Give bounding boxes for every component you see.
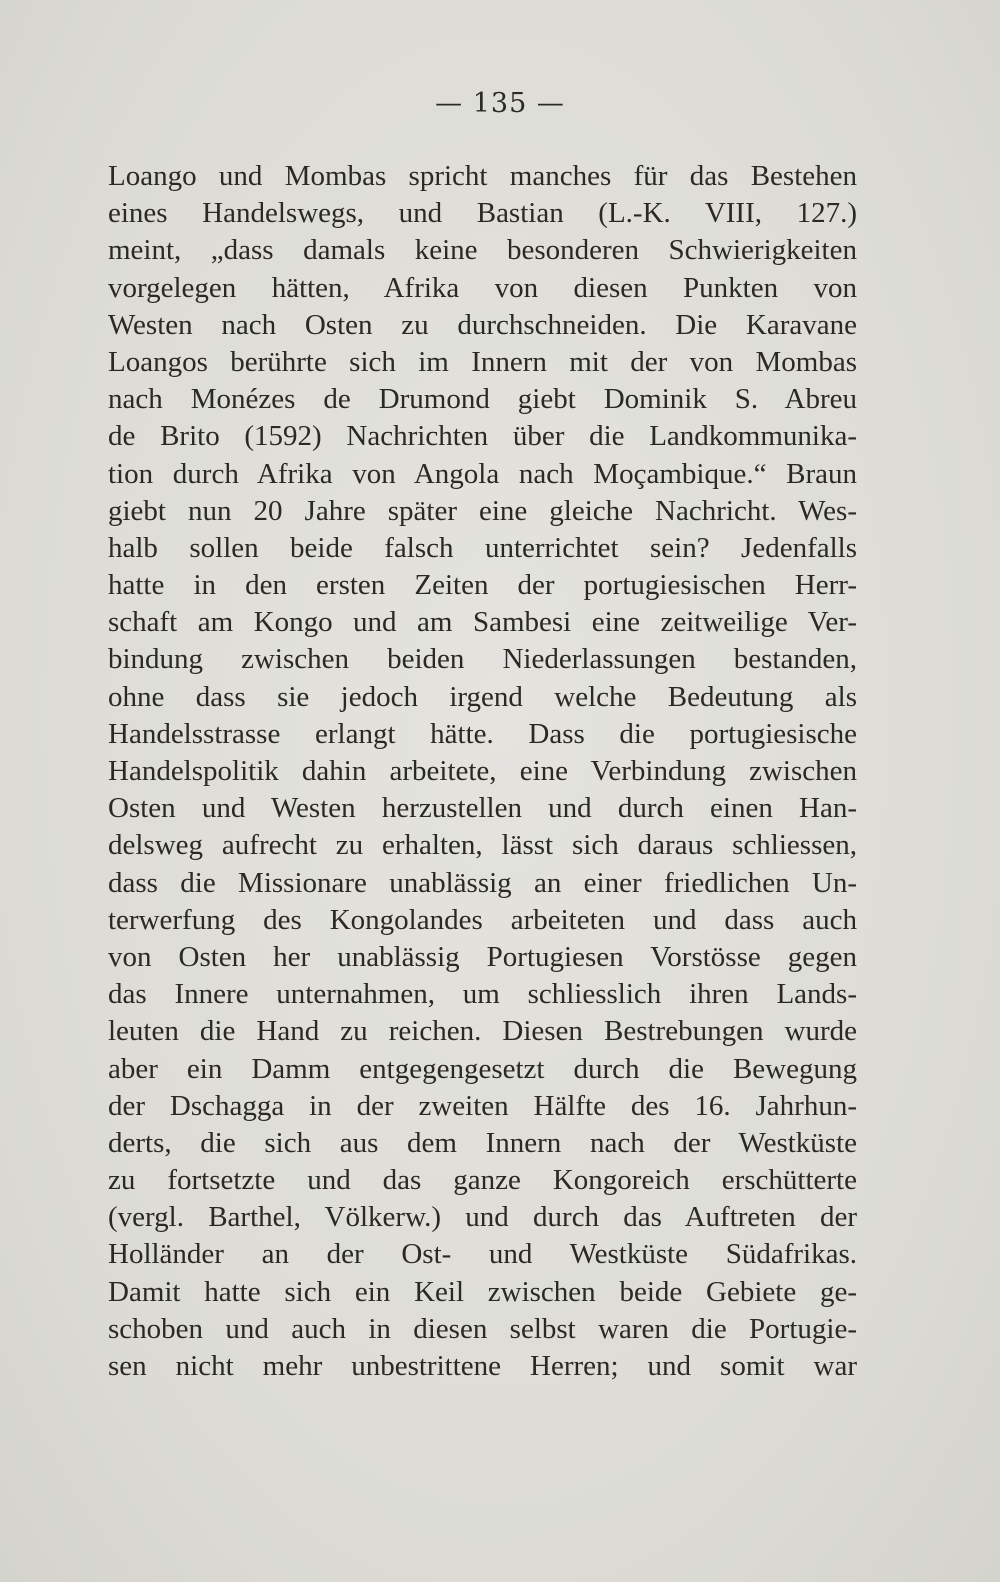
text-line: terwerfung des Kongolandes arbeiteten und dass auch [108,903,857,936]
text-line: eines Handelswegs, und Bastian (L.-K. VIII, 127.) [108,197,857,230]
text-line: schoben und auch in diesen selbst waren die Portugie- [108,1312,857,1345]
page-number: — 135 — [435,88,565,119]
text-line: bindung zwischen beiden Niederlassungen bestanden, [108,643,857,676]
text-line: aber ein Damm entgegengesetzt durch die Bewegung [108,1052,857,1085]
text-line: ohne dass sie jedoch irgend welche Bedeutung als [108,680,857,713]
text-line: von Osten her unablässig Portugiesen Vorstösse gegen [108,940,857,973]
text-line: der Dschagga in der zweiten Hälfte des 16. Jahrhun- [108,1089,857,1122]
text-line: Damit hatte sich ein Keil zwischen beide Gebiete ge- [108,1275,857,1308]
text-line: nach Monézes de Drumond giebt Dominik S. Abreu [108,383,857,416]
text-line: de Brito (1592) Nachrichten über die Landkommunika- [108,420,857,453]
text-line: Loangos berührte sich im Innern mit der von Mombas [108,345,857,378]
text-line: dass die Missionare unablässig an einer friedlichen Un- [108,866,857,899]
text-line: derts, die sich aus dem Innern nach der Westküste [108,1126,857,1159]
text-line: zu fortsetzte und das ganze Kongoreich erschütterte [108,1164,857,1197]
text-line: tion durch Afrika von Angola nach Moçambique.“ Braun [108,457,857,490]
text-line: das Innere unternahmen, um schliesslich ihren Lands- [108,978,857,1011]
text-line: leuten die Hand zu reichen. Diesen Bestrebungen wurde [108,1015,857,1048]
text-line: giebt nun 20 Jahre später eine gleiche Nachricht. Wes- [108,494,857,527]
text-line: Osten und Westen herzustellen und durch einen Han- [108,792,857,825]
text-line: (vergl. Barthel, Völkerw.) und durch das Auftreten der [108,1201,857,1234]
text-line: Handelsstrasse erlangt hätte. Dass die portugiesische [108,717,857,750]
text-line: Handelspolitik dahin arbeitete, eine Verbindung zwischen [108,755,857,787]
text-line: Holländer an der Ost- und Westküste Südafrikas. [108,1238,857,1271]
text-line: hatte in den ersten Zeiten der portugiesischen Herr- [108,569,857,602]
text-line: sen nicht mehr unbestrittene Herren; und somit war [108,1350,857,1382]
text-line: schaft am Kongo und am Sambesi eine zeitweilige Ver- [108,606,857,639]
text-line: delsweg aufrecht zu erhalten, lässt sich daraus schliessen, [108,829,857,862]
body-text [108,158,857,1385]
text-line: Westen nach Osten zu durchschneiden. Die Karavane [108,308,857,341]
text-line: meint, „dass damals keine besonderen Schwierigkeiten [108,234,857,267]
text-line: halb sollen beide falsch unterrichtet sein? Jedenfalls [108,531,857,564]
text-line: Loango und Mombas spricht manches für das Bestehen [108,160,857,192]
text-line: vorgelegen hätten, Afrika von diesen Punkten von [108,271,857,304]
